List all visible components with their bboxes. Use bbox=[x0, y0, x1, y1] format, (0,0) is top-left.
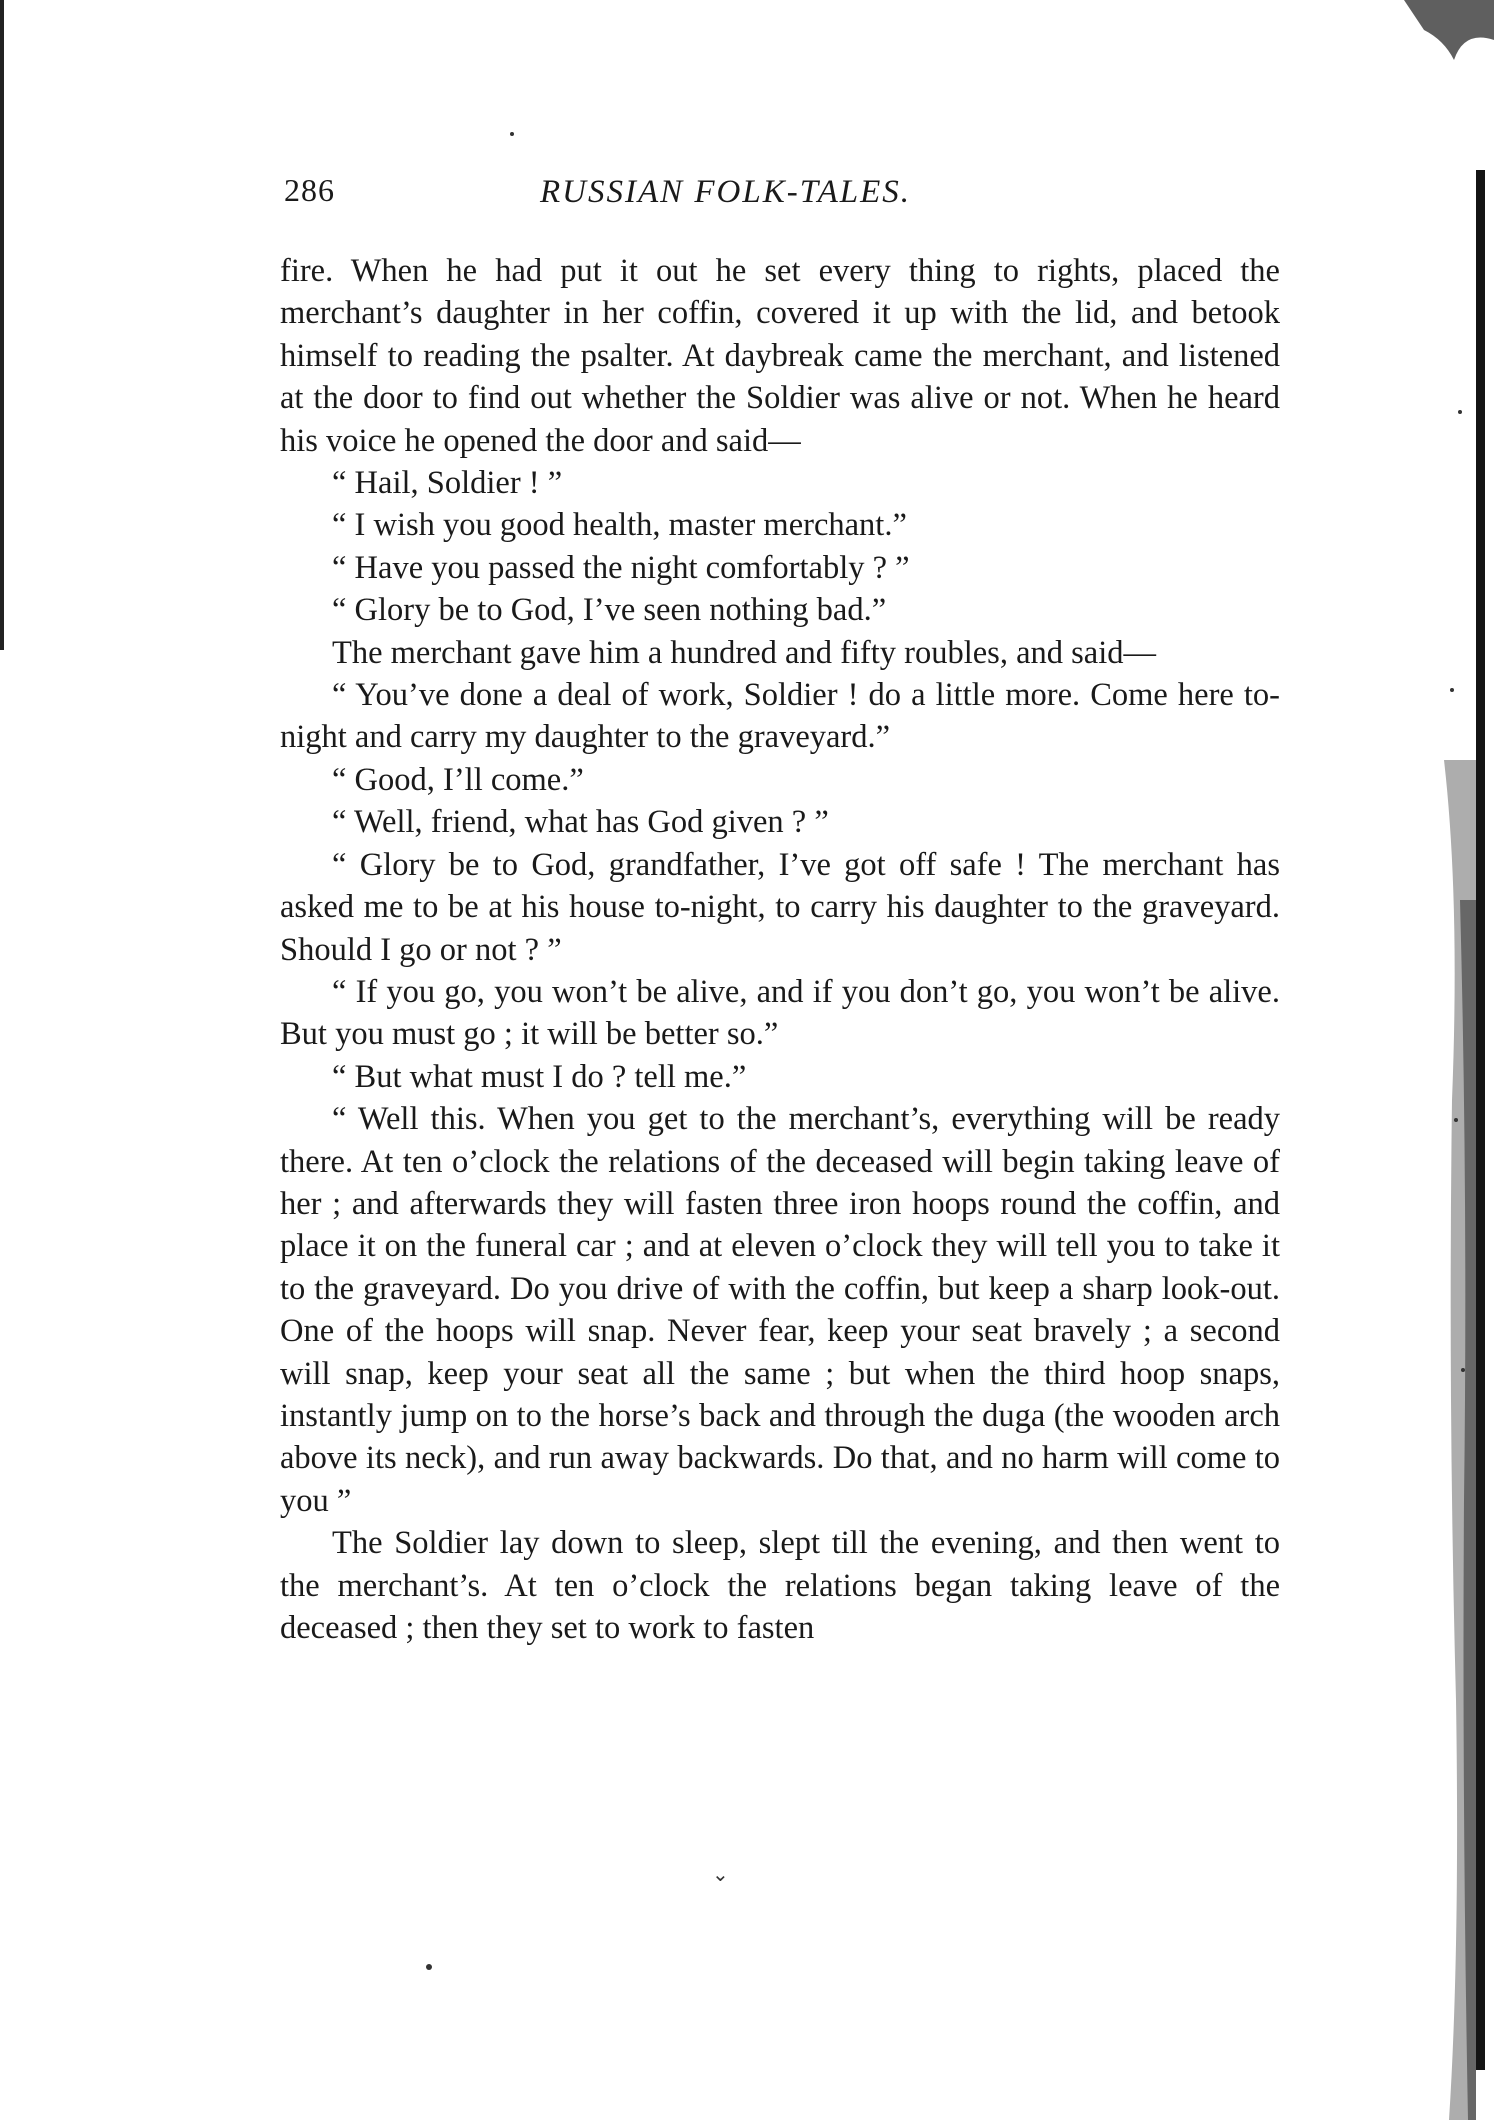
paragraph: The merchant gave him a hundred and fifty roubles, and said— bbox=[332, 634, 1156, 671]
paragraph: “ Well, friend, what has God given ? ” bbox=[332, 804, 829, 841]
printer-mark: ⌄ bbox=[712, 1864, 729, 1886]
right-scan-edge bbox=[1364, 0, 1494, 2120]
paragraph: “ But what must I do ? tell me.” bbox=[332, 1058, 747, 1095]
paragraph: “ If you go, you won’t be alive, and if you don’t go, you won’t be alive. But you must go ; it will be better so.” bbox=[280, 973, 1280, 1053]
left-scan-edge bbox=[0, 0, 4, 650]
dust-speck bbox=[510, 132, 514, 136]
body-text bbox=[280, 250, 1280, 1649]
paragraph: “ Hail, Soldier ! ” bbox=[332, 465, 563, 502]
running-title: RUSSIAN FOLK-TALES. bbox=[540, 174, 912, 210]
paragraph: “ Well this. When you get to the merchant’s, everything will be ready there. At ten o’clock the relations of the deceased will begin taking leave of her ; and afterwards they will fasten three iron hoops round the coffin, and place it on the funeral car ; and at eleven o’clock they will tell you to take it to the graveyard. Do you drive of with the coffin, but keep a sharp look-out. One of the hoops will snap. Never fear, keep your seat bravely ; a second will snap, keep your seat all the same ; but when the third hoop snaps, instantly jump on to the horse’s back and through the duga (the wooden arch above its neck), and run away backwards. Do that, and no harm will come to you ” bbox=[280, 1101, 1280, 1519]
paragraph: fire. When he had put it out he set every thing to rights, placed the merchant’s daughter in her coffin, covered it up with the lid, and betook himself to reading the psalter. At daybreak came the merchant, and listened at the door to find out whether the Soldier was alive or not. When he heard his voice he opened the door and said— bbox=[280, 253, 1280, 459]
page-number: 286 bbox=[284, 172, 335, 208]
dust-speck bbox=[426, 1964, 432, 1970]
paragraph: “ Have you passed the night comfortably ? ” bbox=[332, 549, 910, 586]
paragraph: “ I wish you good health, master merchant.” bbox=[332, 507, 907, 544]
paragraph: “ You’ve done a deal of work, Soldier ! do a little more. Come here to-night and carry my daughter to the graveyard.” bbox=[280, 677, 1280, 756]
paragraph: “ Glory be to God, I’ve seen nothing bad.” bbox=[332, 592, 887, 629]
paragraph: “ Glory be to God, grandfather, I’ve got off safe ! The merchant has asked me to be at his house to-night, to carry his daughter to the graveyard. Should I go or not ? ” bbox=[280, 846, 1280, 968]
paragraph: “ Good, I’ll come.” bbox=[332, 761, 584, 798]
running-header bbox=[284, 172, 1284, 222]
paragraph: The Soldier lay down to sleep, slept till the evening, and then went to the merchant’s. At ten o’clock the relations began taking leave of the deceased ; then they set to work to fasten bbox=[280, 1525, 1280, 1646]
